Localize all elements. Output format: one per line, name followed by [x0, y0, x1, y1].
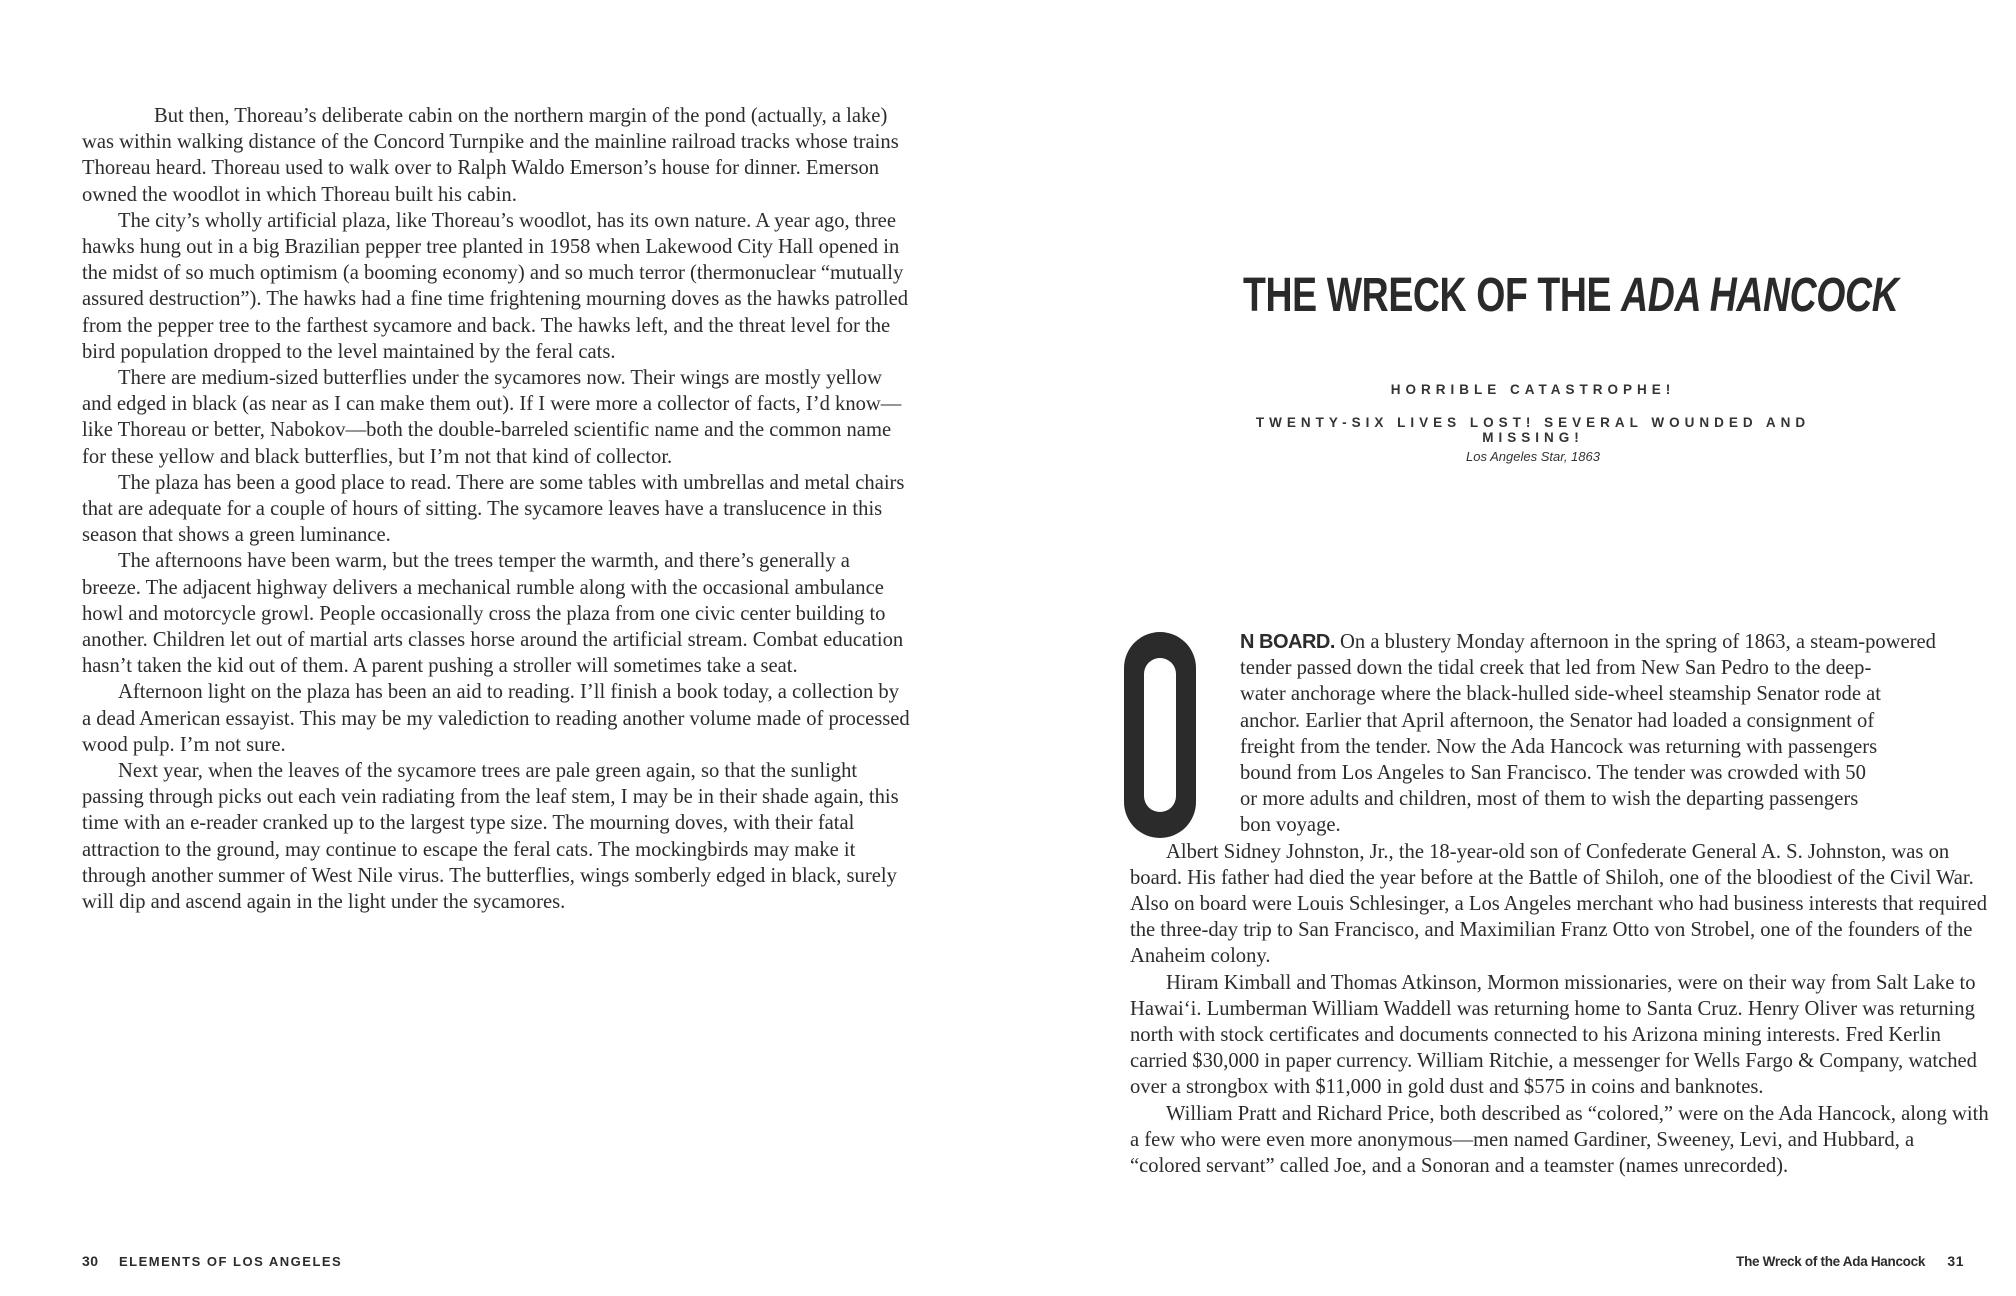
paragraph: William Pratt and Richard Price, both described as “colored,” were on the Ada Hancock, along with a few who were even more anonymous—men named Gardiner, Sweeney, Levi, and Hubbard, a “colored servant” called Joe, and a Sonoran and a teamster (names unrecorded).	[1130, 1102, 1989, 1178]
running-head: ELEMENTS OF LOS ANGELES	[118, 1254, 343, 1269]
right-folio	[1736, 1253, 1964, 1269]
epigraph-headline: HORRIBLE CATASTROPHE!	[1390, 382, 1676, 397]
epigraph-subheadline: TWENTY-SIX LIVES LOST! SEVERAL WOUNDED AND MISSING!	[1255, 415, 1811, 445]
paragraph: But then, Thoreau’s deliberate cabin on the northern margin of the pond (actually, a lake) was within walking distance of the Concord Turnpike and the mainline railroad tracks whose trains Thoreau heard. Thoreau used to walk over to Ralph Waldo Emerson’s house for dinner. Emerson owned the woodlot in which Thoreau built his cabin.	[82, 105, 899, 206]
chapter-title-plain: THE WRECK OF THE	[1243, 269, 1622, 322]
chapter-title	[1243, 268, 1899, 323]
epigraph-source: Los Angeles Star, 1863	[1466, 449, 1600, 464]
paragraph: The afternoons have been warm, but the trees temper the warmth, and there’s generally a breeze. The adjacent highway delivers a mechanical rumble along with the occasional ambulance howl and motorcycle growl. People occasionally cross the plaza from one civic center building to another. Children let out of martial arts classes horse around the artificial stream. Combat education hasn’t taken the kid out of them. A parent pushing a stroller will sometimes take a seat.	[82, 550, 904, 678]
running-head: The Wreck of the Ada Hancock	[1736, 1254, 1926, 1269]
paragraph: The plaza has been a good place to read. There are some tables with umbrellas and metal chairs that are adequate for a couple of hours of sitting. The sycamore leaves have a translucence in this season that shows a green luminance.	[82, 471, 905, 547]
opening-line: tender passed down the tidal creek that led from New San Pedro to the deep-	[1240, 657, 1872, 680]
page-number: 31	[1947, 1253, 1964, 1269]
opening-line: bon voyage.	[1240, 814, 1341, 837]
opening-line: freight from the tender. Now the Ada Hancock was returning with passengers	[1240, 735, 1878, 758]
opening-paragraph	[1130, 629, 1990, 839]
opening-line: On a blustery Monday afternoon in the spring of 1863, a steam-powered	[1340, 631, 1936, 653]
paragraph: Albert Sidney Johnston, Jr., the 18-year-old son of Confederate General A. S. Johnston, was on board. His father had died the year before at the Battle of Shiloh, one of the bloodiest of the Civil War. Also on board were Louis Schlesinger, a Los Angeles merchant who had business interests that required the three-day trip to San Francisco, and Maximilian Franz Otto von Strobel, one of the founders of the Anaheim colony.	[1130, 840, 1988, 968]
page-number: 30	[82, 1253, 99, 1269]
left-page-body	[82, 103, 912, 915]
paragraph: Next year, when the leaves of the sycamore trees are pale green again, so that the sunlight passing through picks out each vein radiating from the leaf stem, I may be in their shade again, this time with an e-reader cranked up to the largest type size. The mourning doves, with their fatal attraction to the ground, may continue to escape the feral cats. The mockingbirds may make it through another summer of West Nile virus. The butterflies, wings somberly edged in black, surely will dip and ascend again in the light under the sycamores.	[82, 760, 899, 914]
opening-line: anchor. Earlier that April afternoon, the Senator had loaded a consignment of	[1240, 709, 1875, 732]
paragraph: The city’s wholly artificial plaza, like Thoreau’s woodlot, has its own nature. A year ago, three hawks hung out in a big Brazilian pepper tree planted in 1958 when Lakewood City Hall opened in the midst of so much optimism (a booming economy) and so much terror (thermonuclear “mutually assured destruction”). The hawks had a fine time frightening mourning doves as the hawks patrolled from the pepper tree to the farthest sycamore and back. The hawks left, and the threat level for the bird population dropped to the level maintained by the feral cats.	[82, 209, 909, 363]
opening-line: or more adults and children, most of them to wish the departing passengers	[1240, 788, 1859, 811]
lead-in: N BOARD.	[1240, 631, 1335, 653]
paragraph: There are medium-sized butterflies under the sycamores now. Their wings are mostly yellow and edged in black (as near as I can make them out). If I were more a collector of facts, I’d know—like Thoreau or better, Nabokov—both the double-barreled scientific name and the common name for these yellow and black butterflies, but I’m not that kind of collector.	[82, 367, 902, 468]
chapter-title-italic: ADA HANCOCK	[1621, 269, 1899, 322]
right-page	[1008, 0, 2016, 1296]
opening-line: water anchorage where the black-hulled side-wheel steamship Senator rode at	[1240, 683, 1882, 706]
opening-line: bound from Los Angeles to San Francisco. The tender was crowded with 50	[1240, 762, 1866, 785]
left-folio	[82, 1253, 342, 1269]
right-page-body	[1130, 629, 1990, 1179]
paragraph: Hiram Kimball and Thomas Atkinson, Mormon missionaries, were on their way from Salt Lake to Hawai‘i. Lumberman William Waddell was returning home to Santa Cruz. Henry Oliver was returning north with stock certificates and documents connected to his Arizona mining interests. Fred Kerlin carried $30,000 in paper currency. William Ritchie, a messenger for Wells Fargo & Company, watched over a strongbox with $11,000 in gold dust and $575 in coins and banknotes.	[1130, 971, 1977, 1099]
paragraph: Afternoon light on the plaza has been an aid to reading. I’ll finish a book today, a collection by a dead American essayist. This may be my valediction to reading another volume made of processed wood pulp. I’m not sure.	[82, 681, 910, 756]
